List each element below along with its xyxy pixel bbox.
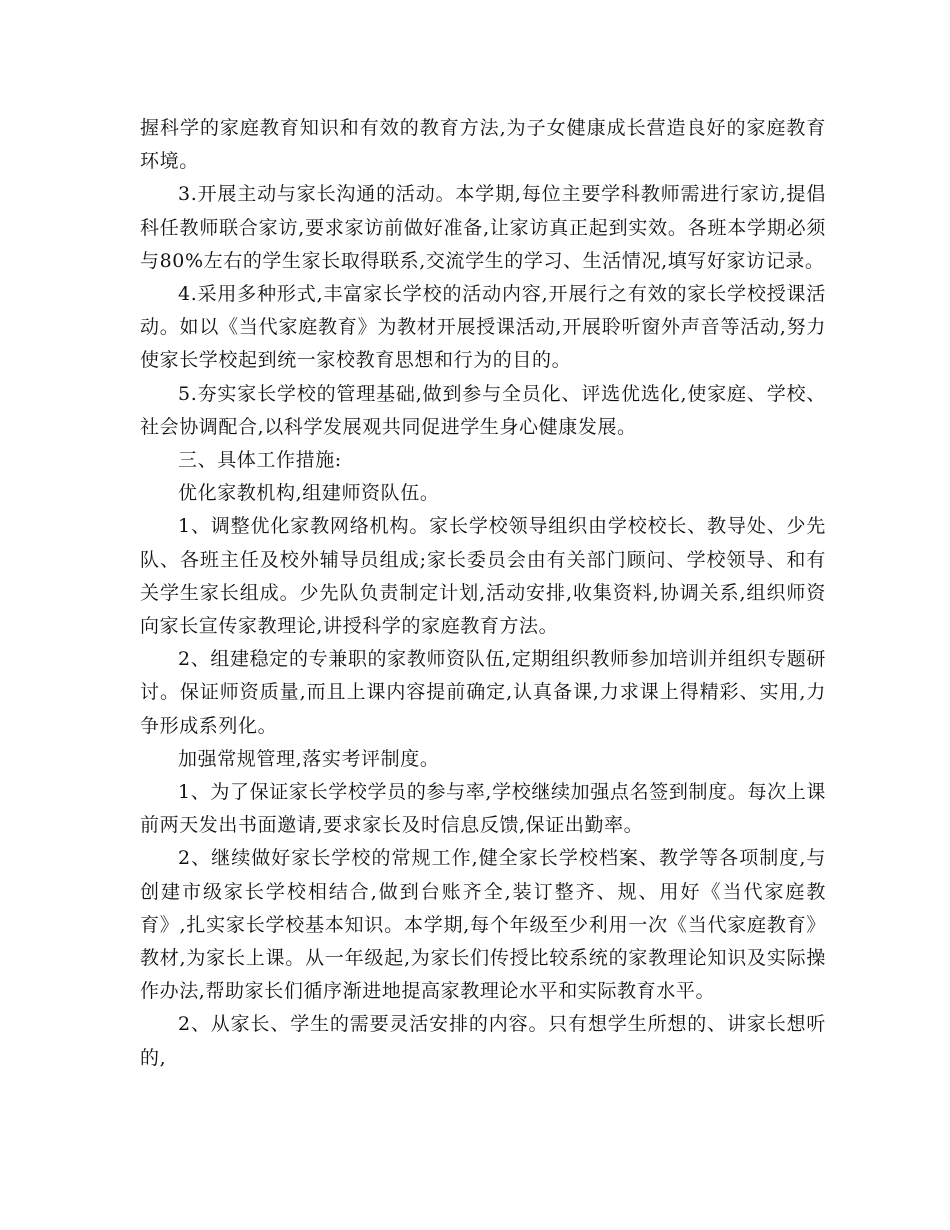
- paragraph: 2、从家长、学生的需要灵活安排的内容。只有想学生所想的、讲家长想听的,: [140, 1013, 826, 1069]
- paragraph: 1、调整优化家教网络机构。家长学校领导组织由学校校长、教导处、少先队、各班主任及校外辅导员组成;家长委员会由有关部门顾问、学校领导、和有关学生家长组成。少先队负责制定计划,活动安排,收集资料,协调关系,组织师资向家长宣传家教理论,讲授科学的家庭教育方法。: [140, 515, 826, 638]
- paragraph: 1、为了保证家长学校学员的参与率,学校继续加强点名签到制度。每次上课前两天发出书面邀请,要求家长及时信息反馈,保证出勤率。: [140, 781, 826, 837]
- paragraph: 握科学的家庭教育知识和有效的教育方法,为子女健康成长营造良好的家庭教育环境。: [140, 117, 826, 173]
- paragraph: 4.采用多种形式,丰富家长学校的活动内容,开展行之有效的家长学校授课活动。如以《当代家庭教育》为教材开展授课活动,开展聆听窗外声音等活动,努力使家长学校起到统一家校教育思想和行为的目的。: [140, 283, 826, 372]
- section-heading: 三、具体工作措施:: [178, 449, 342, 472]
- paragraph: 3.开展主动与家长沟通的活动。本学期,每位主要学科教师需进行家访,提倡科任教师联合家访,要求家访前做好准备,让家访真正起到实效。各班本学期必须与80%左右的学生家长取得联系,交流学生的学习、生活情况,填写好家访记录。: [140, 183, 826, 272]
- subsection-heading: 优化家教机构,组建师资队伍。: [178, 482, 440, 505]
- subsection-heading: 加强常规管理,落实考评制度。: [178, 747, 440, 770]
- paragraph: 2、组建稳定的专兼职的家教师资队伍,定期组织教师参加培训并组织专题研讨。保证师资质量,而且上课内容提前确定,认真备课,力求课上得精彩、实用,力争形成系列化。: [140, 648, 826, 737]
- paragraph: 2、继续做好家长学校的常规工作,健全家长学校档案、教学等各项制度,与创建市级家长学校相结合,做到台账齐全,装订整齐、规、用好《当代家庭教育》,扎实家长学校基本知识。本学期,每个年级至少利用一次《当代家庭教育》教材,为家长上课。从一年级起,为家长们传授比较系统的家教理论知识及实际操作办法,帮助家长们循序渐进地提高家教理论水平和实际教育水平。: [140, 847, 826, 1003]
- paragraph: 5.夯实家长学校的管理基础,做到参与全员化、评选优选化,使家庭、学校、社会协调配合,以科学发展观共同促进学生身心健康发展。: [140, 382, 826, 438]
- document-body: [140, 112, 826, 1075]
